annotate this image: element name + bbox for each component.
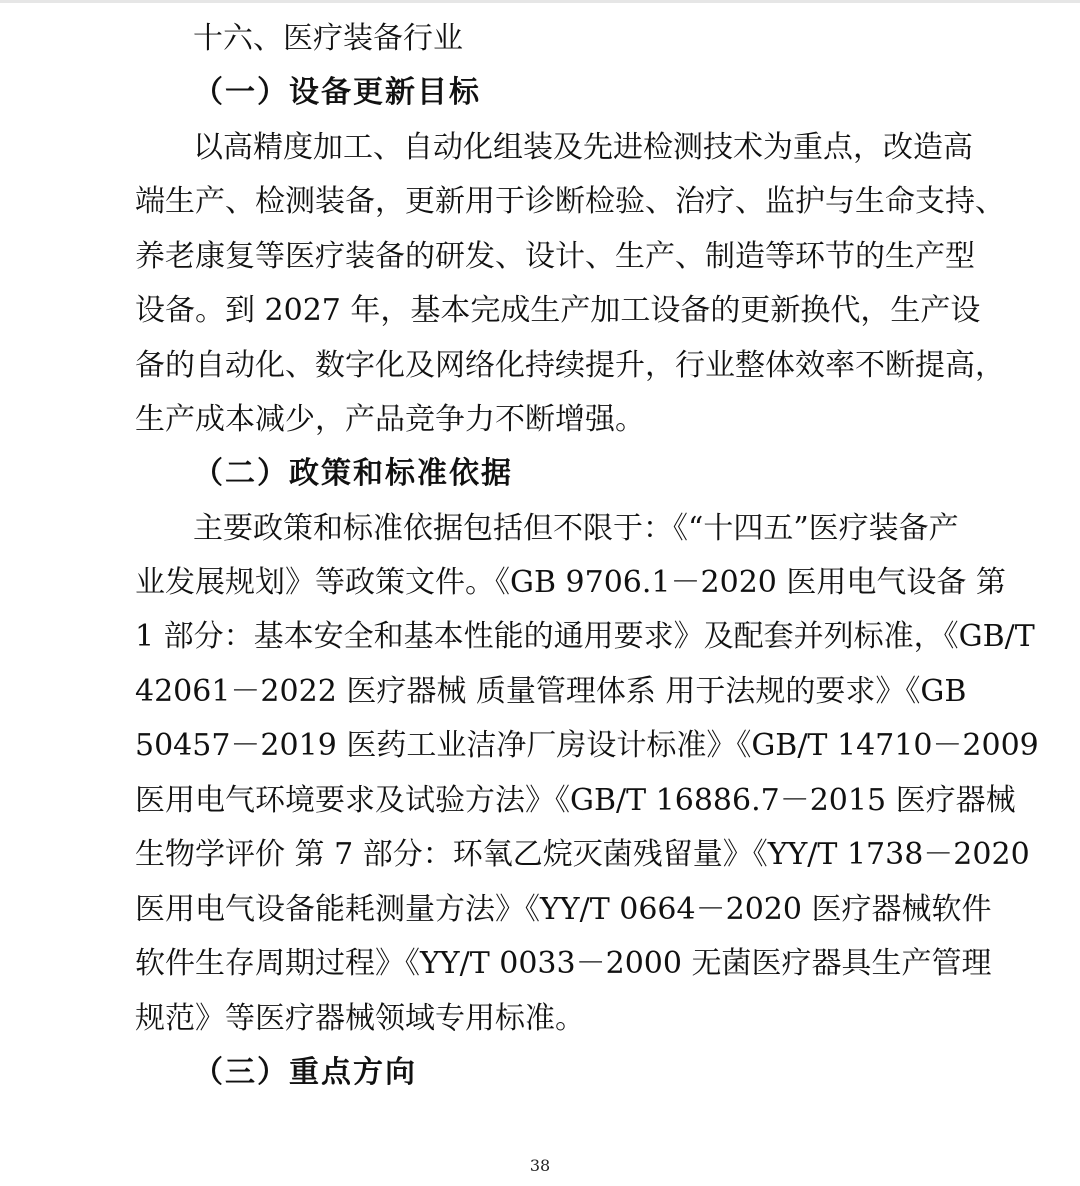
page-top-edge [0, 0, 1080, 3]
paragraph-line: 软件生存周期过程》《YY/T 0033－2000 无菌医疗器具生产管理 [135, 946, 992, 981]
paragraph-line: 50457－2019 医药工业洁净厂房设计标准》《GB/T 14710－2009 [135, 728, 1039, 763]
page-number: 38 [529, 1156, 551, 1175]
paragraph-line: 42061－2022 医疗器械 质量管理体系 用于法规的要求》《GB [135, 674, 967, 709]
paragraph-line: 1 部分：基本安全和基本性能的通用要求》及配套并列标准，《GB/T [135, 619, 1035, 654]
section-title: 十六、医疗装备行业 [193, 21, 463, 56]
paragraph-line: 设备。到 2027 年，基本完成生产加工设备的更新换代，生产设 [135, 293, 981, 328]
paragraph-line: 主要政策和标准依据包括但不限于：《“十四五”医疗装备产 [193, 511, 959, 546]
paragraph-line: 生物学评价 第 7 部分：环氧乙烷灭菌残留量》《YY/T 1738－2020 [135, 837, 1030, 872]
paragraph-line: 医用电气设备能耗测量方法》《YY/T 0664－2020 医疗器械软件 [135, 892, 992, 927]
paragraph-line: 端生产、检测装备，更新用于诊断检验、治疗、监护与生命支持、 [135, 184, 1005, 219]
paragraph-line: 以高精度加工、自动化组装及先进检测技术为重点，改造高 [193, 130, 973, 165]
subsection-heading-goals: （一）设备更新目标 [193, 75, 481, 110]
paragraph-line: 医用电气环境要求及试验方法》《GB/T 16886.7－2015 医疗器械 [135, 783, 1016, 818]
paragraph-line: 规范》等医疗器械领域专用标准。 [135, 1001, 585, 1036]
subsection-heading-policy: （二）政策和标准依据 [193, 456, 513, 491]
paragraph-line: 生产成本减少，产品竞争力不断增强。 [135, 402, 645, 437]
paragraph-line: 备的自动化、数字化及网络化持续提升，行业整体效率不断提高， [135, 348, 1005, 383]
paragraph-line: 业发展规划》等政策文件。《GB 9706.1－2020 医用电气设备 第 [135, 565, 1006, 600]
paragraph-line: 养老康复等医疗装备的研发、设计、生产、制造等环节的生产型 [135, 239, 975, 274]
subsection-heading-key-directions: （三）重点方向 [193, 1055, 417, 1090]
